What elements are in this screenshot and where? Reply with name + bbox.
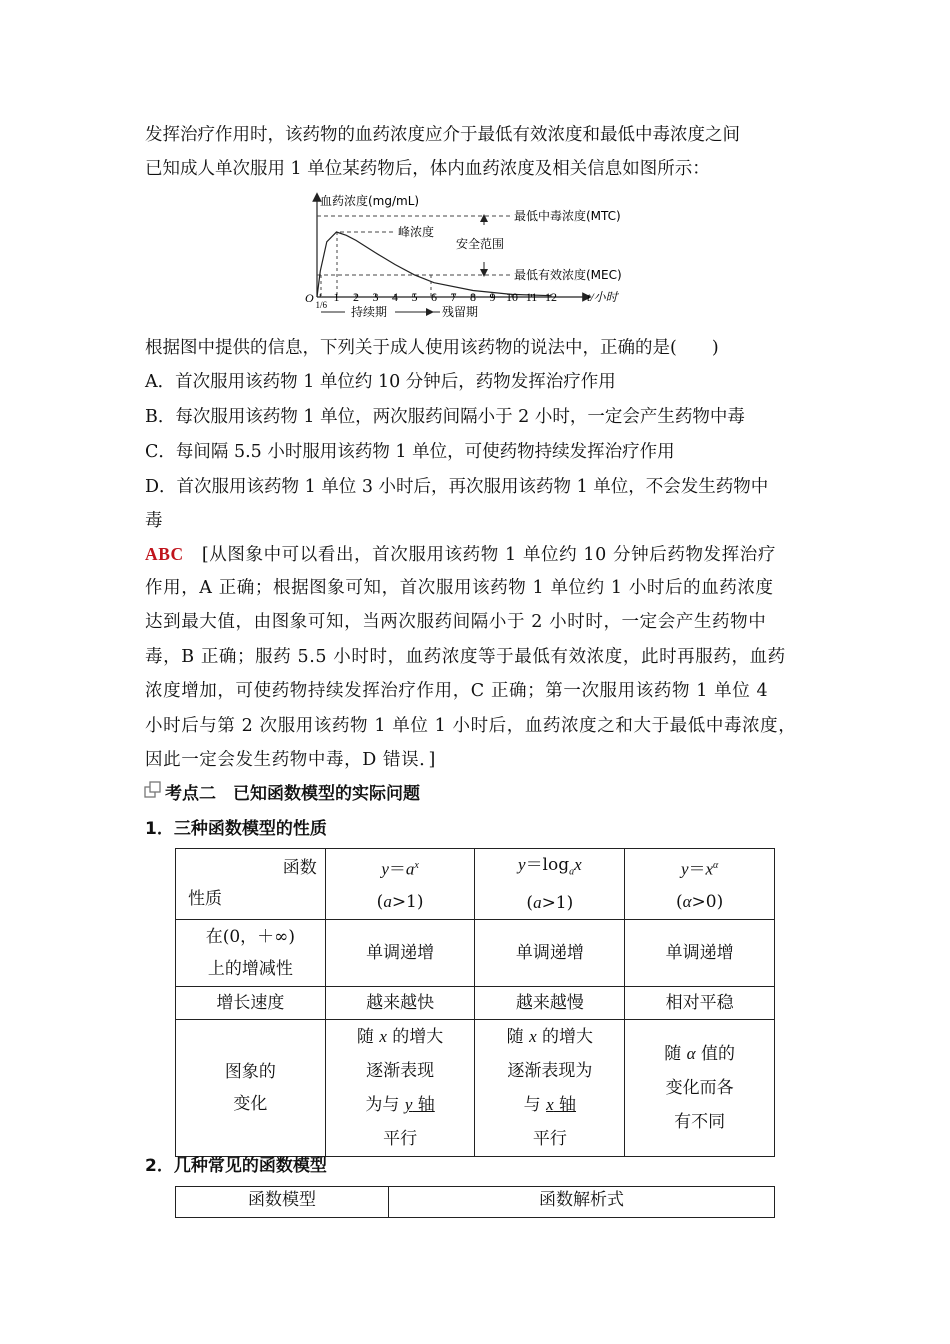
option-c: C．每间隔 5.5 小时服用该药物 1 单位，可使药物持续发挥治疗作用 [145, 442, 675, 462]
x-tick-label: 5 [411, 290, 418, 304]
corner-top: 函数 [282, 858, 317, 879]
row-label-monotonicity [176, 920, 326, 987]
y-axis-label: 血药浓度(mg/mL) [320, 194, 420, 208]
x-tick-label: 3 [372, 290, 379, 304]
g3-t2: 值的 [695, 1044, 735, 1065]
x-tick-label: 11 [525, 290, 538, 304]
subheading-1: 1．三种函数模型的性质 [145, 819, 327, 839]
g2-t1: x [529, 1027, 537, 1047]
g1-t6: 轴 [412, 1095, 435, 1116]
row-label-graph [176, 1020, 326, 1157]
mec-label: 最低有效浓度(MEC) [514, 268, 622, 282]
answer-line-4: 毒，B 正确；服药 5.5 小时时，血药浓度等于最低有效浓度，此时再服药，血药 [145, 647, 786, 667]
g1-t2: 的增大 [386, 1027, 444, 1048]
concentration-curve [317, 232, 551, 297]
answer-text-1: [从图象中可以看出，首次服用该药物 1 单位约 10 分钟后药物发挥治疗 [201, 545, 776, 565]
x-tick-label: 1/6 [315, 300, 328, 310]
answer-label: ABC [145, 544, 184, 564]
answer-line-1 [145, 542, 776, 567]
g2-t4: 与 [523, 1095, 547, 1116]
cell-mono-exp: 单调递增 [325, 920, 475, 987]
g1-t4: 为与 [365, 1095, 405, 1116]
answer-line-6: 小时后与第 2 次服用该药物 1 单位 1 小时后，血药浓度之和大于最低中毒浓度， [145, 716, 797, 736]
x-tick-label: 9 [489, 290, 496, 304]
g3-t4: 有不同 [674, 1112, 726, 1133]
mtc-label: 最低中毒浓度(MTC) [514, 209, 621, 223]
option-d: D．首次服用该药物 1 单位 3 小时后，再次服用该药物 1 单位，不会发生药物中 [145, 477, 769, 497]
x-tick-label: 8 [470, 290, 476, 304]
answer-line-5: 浓度增加，可使药物持续发挥治疗作用，C 正确；第一次服用该药物 1 单位 4 [145, 681, 769, 701]
concentration-chart [300, 186, 660, 322]
cell-graph-exp [325, 1020, 475, 1157]
g3-t1: α [686, 1044, 696, 1064]
x-tick-label: 6 [431, 290, 437, 304]
cell-mono-log: 单调递增 [475, 920, 625, 987]
x-tick-label: 4 [392, 290, 398, 304]
g1-t3: 逐渐表现 [366, 1061, 435, 1082]
g2-t0: 随 [506, 1027, 530, 1048]
corner-cell [176, 849, 326, 920]
option-d-continued: 毒 [145, 511, 163, 531]
answer-line-7: 因此一定会发生药物中毒，D 错误．] [145, 750, 436, 770]
row-graph-l2: 变化 [233, 1094, 268, 1115]
g1-t1: x [379, 1027, 387, 1047]
g3-t0: 随 [664, 1044, 687, 1065]
header-logarithmic: $y=\log_ax$ (a>1) [475, 849, 625, 920]
duration-label: 持续期 [351, 305, 388, 319]
question-stem: 根据图中提供的信息，下列关于成人使用该药物的说法中，正确的是( ) [145, 338, 719, 358]
x-tick-label: 7 [450, 290, 457, 304]
cell-speed-exp: 越来越快 [325, 987, 475, 1020]
function-properties-table [175, 848, 775, 1157]
row-mono-l2: 上的增减性 [207, 959, 293, 980]
g2-t7: 平行 [532, 1129, 567, 1150]
section-title: 考点二 已知函数模型的实际问题 [165, 784, 420, 804]
safe-range-label: 安全范围 [456, 237, 505, 251]
subheading-2: 2．几种常见的函数模型 [145, 1156, 327, 1176]
intro-line-2: 已知成人单次服用 1 单位某药物后，体内血药浓度及相关信息如图所示： [145, 159, 710, 179]
header-exponential: $y=a^x$ (a>1) [325, 849, 475, 920]
row-label-speed: 增长速度 [176, 987, 326, 1020]
corner-bottom: 性质 [188, 889, 222, 910]
cell-graph-pow [625, 1020, 775, 1157]
cell-speed-log: 越来越慢 [475, 987, 625, 1020]
cell-mono-pow: 单调递增 [625, 920, 775, 987]
x-axis-label: t/小时 [587, 290, 618, 304]
peak-label: 峰浓度 [398, 225, 435, 239]
g2-t5: x [546, 1095, 554, 1115]
intro-line-1: 发挥治疗作用时，该药物的血药浓度应介于最低有效浓度和最低中毒浓度之间 [145, 125, 740, 145]
g2-t2: 的增大 [536, 1027, 594, 1048]
g1-t5: y [404, 1095, 413, 1115]
header-formula: 函数解析式 [389, 1187, 775, 1218]
cell-speed-pow: 相对平稳 [625, 987, 775, 1020]
g3-t3: 变化而各 [665, 1078, 734, 1099]
answer-line-3: 达到最大值，由图象可知，当两次服药间隔小于 2 小时时，一定会产生药物中 [145, 612, 767, 632]
section-icon [144, 781, 162, 799]
header-power: $y=x^\alpha$ (α>0) [625, 849, 775, 920]
g1-t7: 平行 [383, 1129, 418, 1150]
x-tick-label: 1 [333, 290, 340, 304]
origin-label: O [305, 291, 314, 305]
header-model: 函数模型 [176, 1187, 389, 1218]
row-mono-l1: 在(0，＋∞) [205, 927, 295, 948]
row-graph-l1: 图象的 [224, 1062, 276, 1083]
option-a: A．首次服用该药物 1 单位约 10 分钟后，药物发挥治疗作用 [145, 372, 616, 392]
answer-line-2: 作用，A 正确；根据图象可知，首次服用该药物 1 单位约 1 小时后的血药浓度 [145, 578, 774, 598]
residual-label: 残留期 [442, 305, 479, 319]
cell-graph-log [475, 1020, 625, 1157]
function-models-table [175, 1186, 775, 1218]
g1-t0: 随 [356, 1027, 380, 1048]
g2-t3: 逐渐表现为 [507, 1061, 593, 1082]
x-tick-label: 10 [506, 290, 518, 304]
g2-t6: 轴 [553, 1095, 577, 1116]
x-tick-label: 12 [545, 290, 557, 304]
option-b: B．每次服用该药物 1 单位，两次服药间隔小于 2 小时，一定会产生药物中毒 [145, 407, 745, 427]
x-tick-label: 2 [353, 290, 359, 304]
